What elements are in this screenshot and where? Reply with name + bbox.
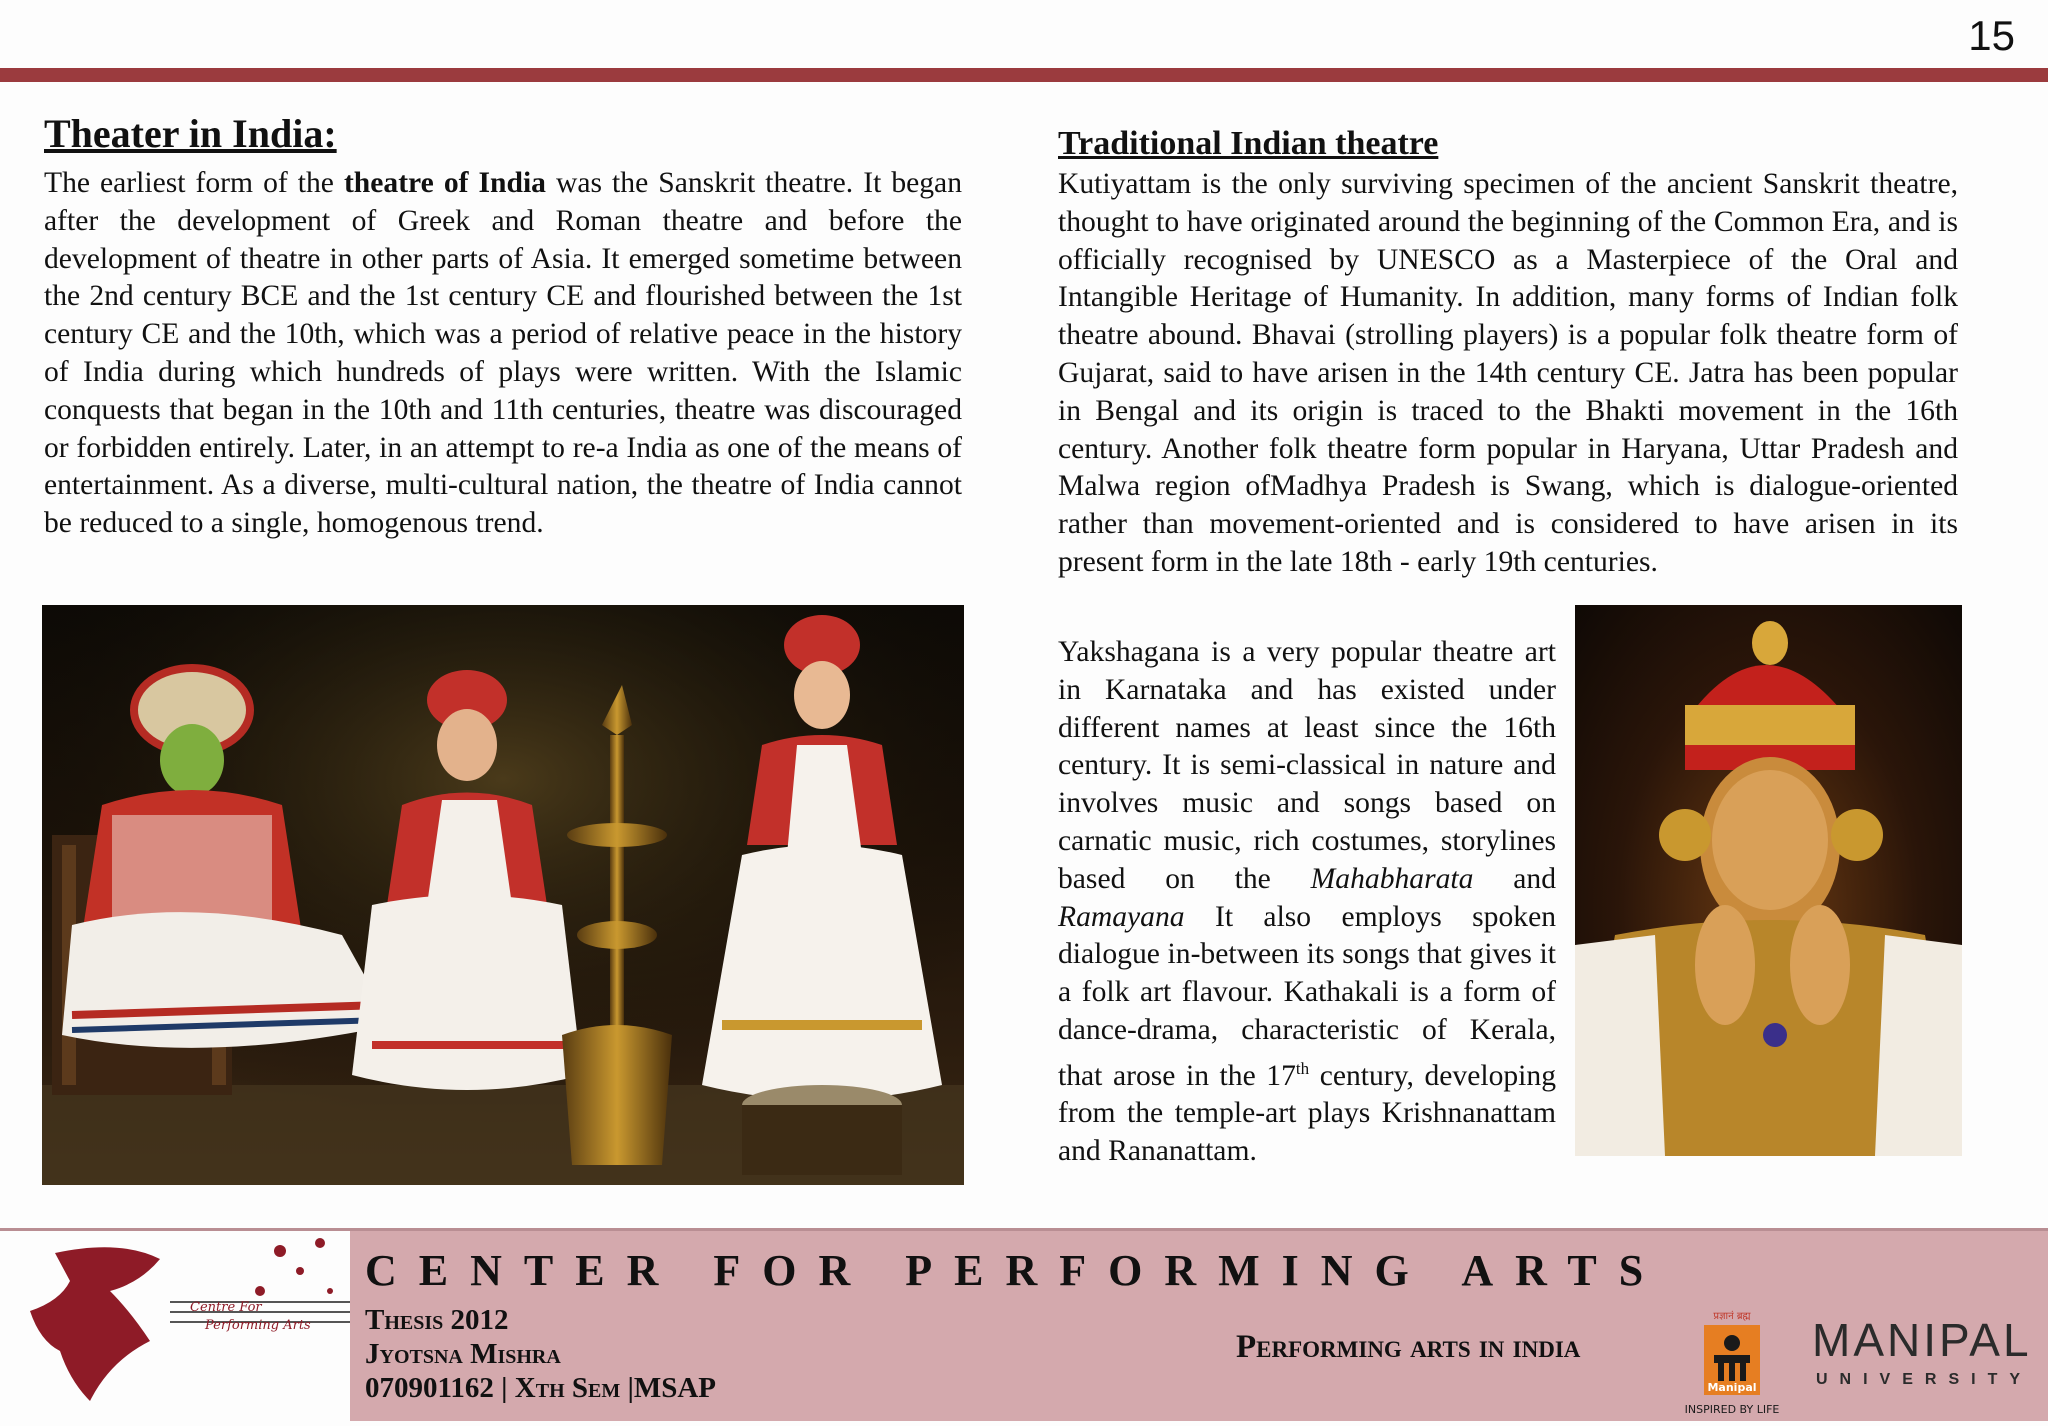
text-run: The earliest form of the	[44, 167, 344, 199]
manipal-emblem	[1672, 1307, 1792, 1419]
text-run: was the Sanskrit theatre. It began after the development of Greek and Roman theatre and before the development of theatre in other parts of Asia. It emerged sometime between the 2nd century BCE and the 1st century CE and flourished between the 1st century CE and the 10th, which was a period of relative peace in the history of India during which hundreds of plays were written. With the Islamic conquests that began in the 10th and 11th centuries, theatre was discouraged or forbidden entirely. Later, in an attempt to re-a India as one of the means of entertainment. As a diverse, multi-cultural nation, the theatre of India cannot be reduced to a single, homogenous trend.	[44, 167, 962, 540]
footer	[0, 1228, 2048, 1421]
logo-text-line1: Centre For	[190, 1300, 262, 1315]
footer-thesis: Thesis 2012	[365, 1304, 509, 1336]
performer-photo	[1575, 605, 1962, 1156]
footer-topic: Performing arts in india	[1236, 1329, 1581, 1365]
traditional-theatre-paragraph: Kutiyattam is the only surviving specimen of the ancient Sanskrit theatre, thought to have originated around the beginning of the Common Era, and is officially recognised by UNESCO as a Masterpiece of the Oral and Intangible Heritage of Humanity. In addition, many forms of Indian folk theatre abound. Bhavai (strolling players) is a popular folk theatre form of Gujarat, said to have arisen in the 14th century CE. Jatra has been popular in Bengal and its origin is traced to the Bhakti movement in the 16th century. Another folk theatre form popular in Haryana, Uttar Pradesh and Malwa region ofMadhya Pradesh is Swang, which is dialogue-oriented rather than movement-oriented and is considered to have arisen in its present form in the late 18th - early 19th centuries.	[1058, 168, 1958, 578]
logo-text-line2: Performing Arts	[205, 1318, 311, 1333]
text-run: Yakshagana is a very popular theatre art in Karnataka and has existed under different names at least since the 16th century. It is semi-classical in nature and involves music and songs based on carnatic music, rich costumes, storylines based on the	[1058, 636, 1556, 895]
left-column	[44, 110, 962, 543]
text-run: It also employs spoken dialogue in-between its songs that gives it a folk art flavour. Kathakali is a form of dance-drama, characteristic of Kerala, that arose in the 17	[1058, 900, 1556, 1092]
intro-paragraph	[44, 165, 962, 543]
page-number: 15	[1968, 12, 2015, 59]
subsection-heading: Traditional Indian theatre	[1058, 125, 1439, 162]
emblem-tagline: INSPIRED BY LIFE	[1684, 1403, 1780, 1416]
text-run: and	[1473, 862, 1556, 895]
footer-title: CENTER FOR PERFORMING ARTS	[365, 1246, 1666, 1295]
university-name: MANIPAL	[1812, 1314, 2032, 1366]
italic-text: Ramayana	[1058, 900, 1185, 933]
manipal-emblem-icon	[1672, 1307, 1792, 1419]
section-heading: Theater in India:	[44, 111, 337, 156]
footer-author: Jyotsna Mishra	[365, 1338, 561, 1370]
performer-illustration	[1575, 605, 1962, 1156]
center-logo	[0, 1231, 350, 1421]
yakshagana-paragraph	[1058, 634, 1556, 1171]
emblem-top-text: प्रज्ञानं ब्रह्म	[1713, 1311, 1751, 1322]
superscript: th	[1295, 1058, 1310, 1078]
header-accent-bar	[0, 68, 2048, 82]
university-subtitle: UNIVERSITY	[1816, 1371, 2033, 1388]
italic-text: Mahabharata	[1310, 862, 1474, 895]
text-run: century, developing from the temple-art plays Krishnanattam and Rananattam.	[1058, 1059, 1556, 1168]
right-column	[1058, 124, 1958, 582]
dancer-splash-logo	[0, 1231, 350, 1421]
footer-id: 070901162 | Xth Sem |MSAP	[365, 1372, 717, 1404]
dancers-illustration	[42, 605, 964, 1185]
dancers-photo	[42, 605, 964, 1185]
bold-text: theatre of India	[343, 167, 546, 199]
emblem-label: Manipal	[1707, 1381, 1757, 1394]
